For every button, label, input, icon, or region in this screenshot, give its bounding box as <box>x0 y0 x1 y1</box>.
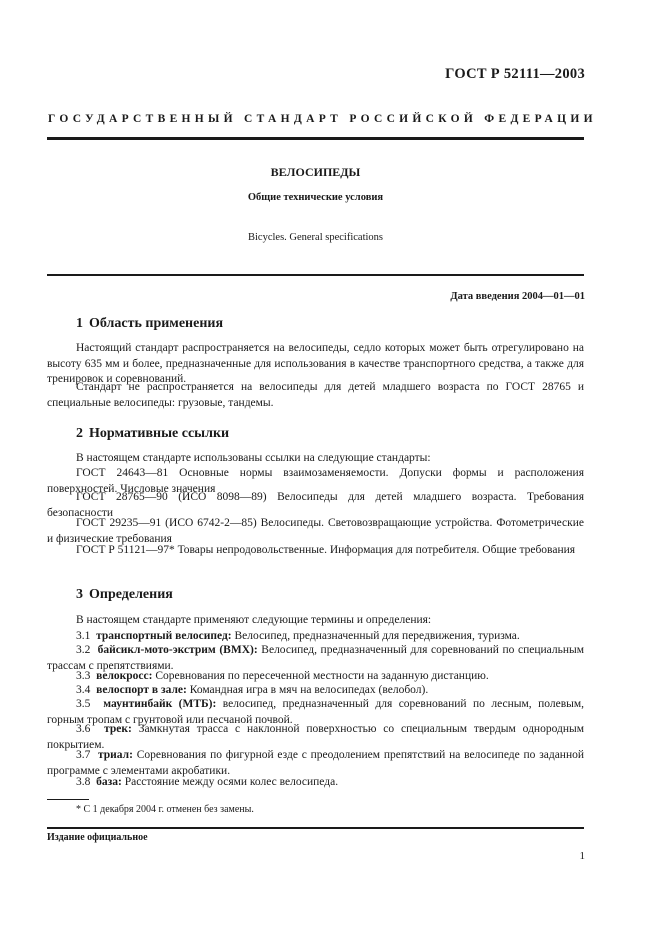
definition-term: транспортный велосипед: <box>96 630 232 642</box>
section-title: Нормативные ссылки <box>89 426 230 441</box>
definition-term: байсикл-мото-экстрим (ВМХ): <box>97 644 258 656</box>
section-number: 3 <box>76 587 83 602</box>
reference-item: ГОСТ 24643—81 Основные нормы взаимозаменяемости. Допуски формы и расположения поверхностей. Числовые значения <box>47 467 584 495</box>
paragraph: В настоящем стандарте применяют следующие термины и определения: <box>76 614 432 626</box>
title-rule <box>47 274 584 276</box>
definition-number: 3.7 <box>76 749 91 761</box>
definition-text: Командная игра в мяч на велосипедах (велобол). <box>189 684 429 696</box>
definition-number: 3.6 <box>76 723 91 735</box>
edition-label: Издание официальное <box>47 832 148 843</box>
section-heading-2 <box>76 426 229 442</box>
footer-rule <box>47 827 584 829</box>
section-title: Область применения <box>89 316 224 331</box>
reference-item: ГОСТ 29235—91 (ИСО 6742-2—85) Велосипеды. Световозвращающие устройства. Фотометрические и физические требования <box>47 517 584 545</box>
definition-text: Соревнования по фигурной езде с преодолением препятствий на велосипеде по заданной программе с элементами акробатики. <box>47 749 585 777</box>
reference-item: ГОСТ Р 51121—97* Товары непродовольственные. Информация для потребителя. Общие требования <box>76 544 576 556</box>
definition-text: Велосипед, предназначенный для соревнований по специальным трассам с препятствиями. <box>47 644 585 672</box>
definition-text: Соревнования по пересеченной местности на заданную дистанцию. <box>155 670 489 682</box>
section-number: 2 <box>76 426 83 441</box>
paragraph: Настоящий стандарт распространяется на велосипеды, седло которых может быть отрегулировано на высоту 635 мм и более, предназначенные для использования в качестве транспортного средства, а также для тренировок и соревнований. <box>47 342 584 385</box>
definition-term: велоспорт в зале: <box>96 684 187 696</box>
definition-term: велокросс: <box>96 670 153 682</box>
header-rule <box>47 137 584 140</box>
definition-text: велосипед, предназначенный для соревнований по лесным, полевым, горным тропам с грунтовой или песчаной почвой. <box>47 698 585 726</box>
definition-term: трек: <box>104 723 132 735</box>
paragraph: В настоящем стандарте использованы ссылки на следующие стандарты: <box>76 452 431 464</box>
definition-text: Замкнутая трасса с наклонной поверхностью со специальным твердым однородным покрытием. <box>47 723 585 751</box>
definition-term: база: <box>96 776 122 788</box>
page-number: 1 <box>579 850 585 862</box>
definition-number: 3.2 <box>76 644 91 656</box>
definition-term: триал: <box>97 749 133 761</box>
document-subtitle: Общие технические условия <box>247 192 384 203</box>
definition-item <box>47 775 584 791</box>
definition-text: Велосипед, предназначенный для передвижения, туризма. <box>234 630 520 642</box>
definition-number: 3.8 <box>76 776 91 788</box>
footnote: * С 1 декабря 2004 г. отменен без замены. <box>76 804 254 815</box>
organization-heading: ГОСУДАРСТВЕННЫЙ СТАНДАРТ РОССИЙСКОЙ ФЕДЕРАЦИИ <box>48 113 597 125</box>
section-number: 1 <box>76 316 83 331</box>
footnote-rule <box>47 799 89 800</box>
definition-number: 3.5 <box>76 698 91 710</box>
definition-term: маунтинбайк (МТБ): <box>103 698 217 710</box>
definition-number: 3.4 <box>76 684 91 696</box>
definition-number: 3.3 <box>76 670 91 682</box>
document-title: ВЕЛОСИПЕДЫ <box>270 165 361 179</box>
definition-text: Расстояние между осями колес велосипеда. <box>124 776 339 788</box>
reference-item: ГОСТ 28765—90 (ИСО 8098—89) Велосипеды для детей младшего возраста. Требования безопасности <box>47 491 584 519</box>
section-title: Определения <box>89 587 173 602</box>
section-heading-1 <box>76 316 223 332</box>
introduction-date: Дата введения 2004—01—01 <box>450 291 585 302</box>
definition-number: 3.1 <box>76 630 91 642</box>
paragraph: Стандарт не распространяется на велосипеды для детей младшего возраста по ГОСТ 28765 и специальные велосипеды: грузовые, тандемы. <box>47 381 584 409</box>
section-heading-3 <box>76 587 173 603</box>
english-title: Bicycles. General specifications <box>248 232 383 243</box>
document-code: ГОСТ Р 52111—2003 <box>445 66 585 82</box>
